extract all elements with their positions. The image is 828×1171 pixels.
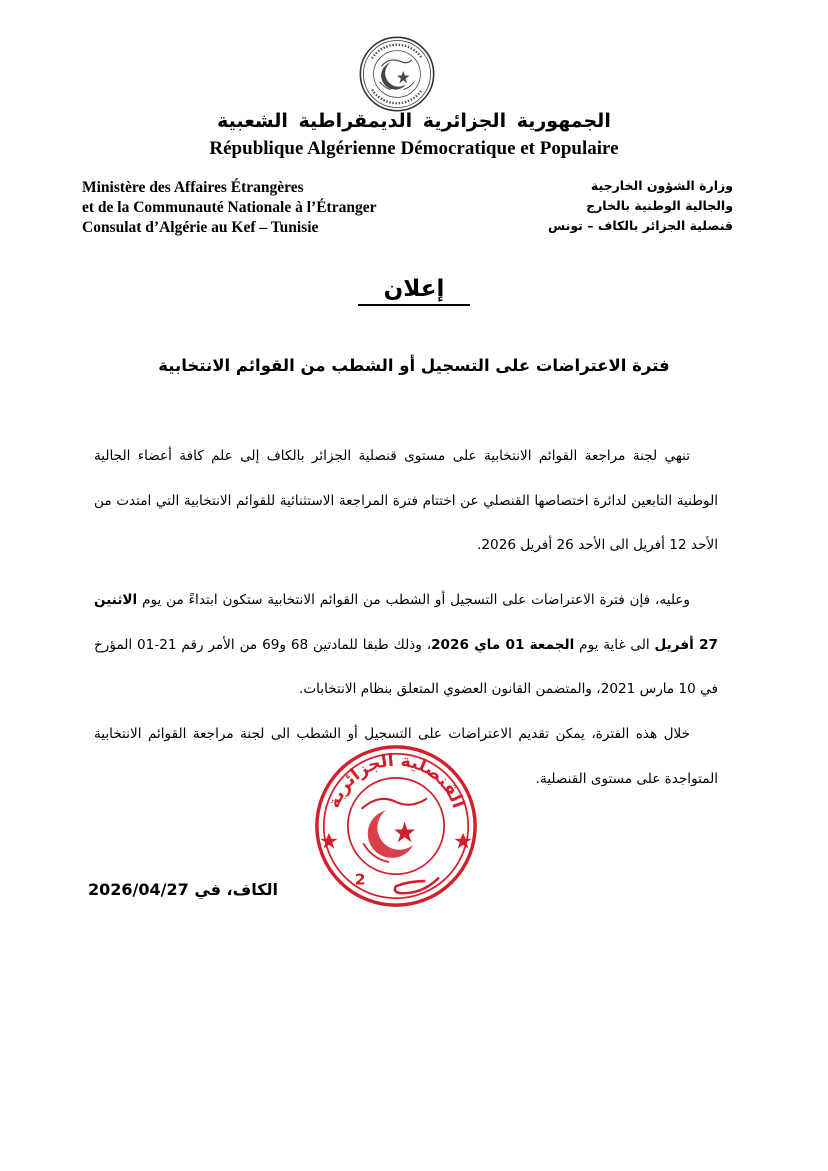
stamp-text: القنصلية الجزائرية bbox=[324, 750, 469, 811]
p2-start: وعليه، فإن فترة الاعتراضات على التسجيل أو الشطب من القوائم الانتخابية ستكون ابتداءً من يوم bbox=[137, 592, 690, 608]
p2-end: ، وذلك طبقا للمادتين 68 و69 من الأمر رقم 21-01 المؤرخ في 10 مارس 2021، والمتضمن القانون العضوي المتعلق بنظام الانتخابات. bbox=[94, 636, 718, 697]
p2-start-date: الاثنين 27 أفريل bbox=[94, 592, 719, 653]
consulate-line-ar: قنصلية الجزائر بالكاف – تونس bbox=[547, 218, 733, 233]
body-paragraph-2 bbox=[94, 578, 718, 712]
announcement-subject: فترة الاعتراضات على التسجيل أو الشطب من القوائم الانتخابية bbox=[158, 356, 670, 375]
p2-end-date: الجمعة 01 ماي 2026 bbox=[431, 636, 575, 653]
body-paragraph-3-text: خلال هذه الفترة، يمكن تقديم الاعتراضات على التسجيل أو الشطب الى لجنة مراجعة القوائم الانتخابية المتواجدة على مستوى القنصلية. bbox=[94, 726, 718, 787]
ministry-line-1: Ministère des Affaires Étrangères bbox=[82, 179, 304, 196]
body-paragraph-1 bbox=[94, 434, 718, 568]
ministry-line-1-ar: وزارة الشؤون الخارجية bbox=[590, 178, 733, 193]
body-paragraph-1-text: تنهي لجنة مراجعة القوائم الانتخابية على مستوى قنصلية الجزائر بالكاف إلى علم كافة أعضاء الجالية الوطنية التابعين لدائرة اختصاصها القنصلي عن اختتام فترة المراجعة الاستثنائية للقوائم الانتخابية التي امتدت من الأحد 12 أفريل الى الأحد 26 أفريل 2026. bbox=[94, 448, 718, 553]
announcement-title bbox=[0, 276, 828, 302]
place-date-line bbox=[88, 880, 278, 899]
ministry-header-arabic bbox=[548, 176, 733, 236]
republic-name-french: République Algérienne Démocratique et Populaire bbox=[209, 138, 619, 159]
p2-mid: الى غاية يوم bbox=[574, 636, 655, 653]
announcement-title-text: إعلان bbox=[358, 276, 471, 306]
stamp-number: 2 bbox=[354, 870, 366, 889]
ministry-header-french bbox=[82, 178, 376, 238]
consulate-line: Consulat d’Algérie au Kef – Tunisie bbox=[82, 219, 319, 236]
document-date: 2026/04/27 bbox=[88, 880, 189, 899]
place-label: الكاف، في bbox=[188, 880, 279, 899]
ministry-line-2-ar: والجالية الوطنية بالخارج bbox=[586, 198, 733, 213]
consular-stamp bbox=[310, 740, 482, 912]
ministry-line-2: et de la Communauté Nationale à l’Étranger bbox=[82, 199, 377, 216]
national-seal-emblem bbox=[358, 35, 436, 113]
republic-name-arabic: الجمهورية الجزائرية الديمقراطية الشعبية bbox=[217, 110, 611, 132]
